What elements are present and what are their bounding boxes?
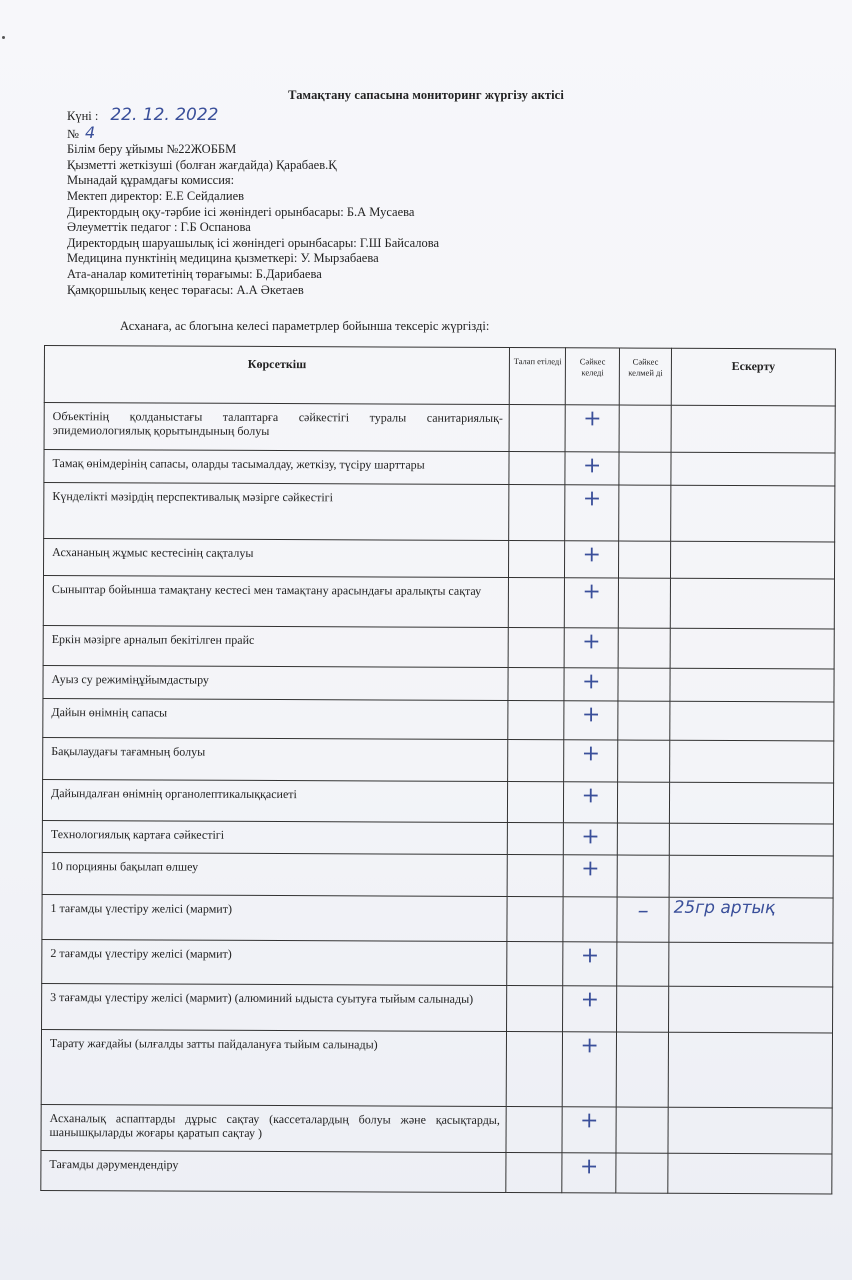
document-header bbox=[67, 105, 440, 298]
required-cell bbox=[508, 701, 564, 740]
indicator-cell: Тағамды дәрумендендіру bbox=[41, 1150, 506, 1192]
note-cell bbox=[670, 740, 834, 783]
compliant-cell: + bbox=[565, 405, 619, 452]
header-line: Қызметті жеткізуші (болған жағдайда) Қарабаев.Қ bbox=[67, 157, 337, 172]
indicator-cell: Бақылаудағы тағамның болуы bbox=[43, 737, 508, 781]
header-line: Ата-аналар комитетінің төрағымы: Б.Дарибаева bbox=[67, 266, 322, 281]
compliant-cell: + bbox=[564, 628, 618, 668]
table-row bbox=[42, 894, 833, 942]
compliant-cell: + bbox=[563, 942, 617, 986]
paper-dot bbox=[2, 36, 5, 39]
note-cell bbox=[671, 405, 835, 453]
note-cell bbox=[671, 541, 835, 579]
table-body bbox=[41, 403, 835, 1194]
date-line bbox=[67, 105, 439, 125]
table-row bbox=[43, 698, 834, 740]
note-cell bbox=[669, 986, 833, 1033]
noncompliant-cell bbox=[619, 452, 671, 485]
note-cell bbox=[669, 782, 833, 824]
table-row bbox=[43, 576, 834, 629]
header-compliant: Сәйкес келеді bbox=[565, 348, 619, 405]
compliant-cell: + bbox=[564, 740, 618, 782]
indicator-cell: Тамақ өнімдерінің сапасы, оларды тасымалдау, жеткізу, түсіру шарттары bbox=[44, 450, 509, 485]
noncompliant-cell bbox=[618, 782, 670, 823]
table-row bbox=[44, 483, 835, 542]
required-cell bbox=[508, 668, 564, 701]
indicator-cell: Ауыз су режиміңұйымдастыру bbox=[43, 665, 508, 700]
indicator-cell: 1 тағамды үлестіру желісі (мармит) bbox=[42, 894, 507, 941]
table-row bbox=[44, 403, 835, 453]
required-cell bbox=[508, 628, 564, 668]
required-cell bbox=[508, 823, 564, 855]
header-line: Медицина пунктінің медицина қызметкері: У. Мырзабаева bbox=[67, 251, 379, 266]
noncompliant-cell bbox=[619, 485, 671, 541]
compliant-cell: + bbox=[564, 782, 618, 823]
date-value: 22. 12. 2022 bbox=[110, 105, 219, 125]
header-line: Білім беру ұйымы №22ЖОББМ bbox=[67, 142, 237, 157]
compliant-cell: + bbox=[563, 986, 617, 1032]
required-cell bbox=[509, 541, 565, 578]
noncompliant-cell bbox=[618, 701, 670, 740]
table-row bbox=[42, 852, 833, 897]
intro-text: Асханаға, ас блогына келесі параметрлер бойынша тексеріс жүргізді: bbox=[120, 319, 490, 333]
table-row bbox=[43, 539, 834, 579]
required-cell bbox=[506, 1032, 562, 1107]
noncompliant-cell bbox=[618, 740, 670, 782]
compliant-cell: + bbox=[563, 855, 617, 897]
noncompliant-cell: – bbox=[617, 897, 669, 942]
note-cell bbox=[669, 942, 833, 987]
indicator-cell: Дайын өнімнің сапасы bbox=[43, 698, 508, 739]
noncompliant-cell bbox=[619, 541, 671, 578]
table-row bbox=[44, 450, 835, 486]
table-row bbox=[43, 665, 834, 701]
indicator-cell: Асхананың жұмыс кестесінің сақталуы bbox=[43, 539, 508, 578]
indicator-cell: 10 порцияны бақылап өлшеу bbox=[42, 852, 507, 896]
note-cell bbox=[671, 452, 835, 486]
header-line: Директордың оқу-тәрбие ісі жөніндегі орынбасары: Б.А Мусаева bbox=[67, 204, 415, 219]
required-cell bbox=[507, 855, 563, 897]
table-header-row bbox=[44, 346, 835, 406]
indicator-cell: 2 тағамды үлестіру желісі (мармит) bbox=[42, 939, 507, 985]
required-cell bbox=[507, 942, 563, 986]
header-line: Мынадай құрамдағы комиссия: bbox=[67, 173, 235, 188]
noncompliant-cell bbox=[617, 942, 669, 986]
indicator-cell: Объектінің қолданыстағы талаптарға сәйкестігі туралы санитариялық-эпидемиологиялық қорытындының болуы bbox=[44, 403, 509, 452]
indicator-cell: Күнделікті мәзірдің перспективалық мәзірге сәйкестігі bbox=[44, 483, 510, 541]
noncompliant-cell bbox=[618, 578, 670, 628]
note-cell bbox=[668, 1107, 832, 1154]
note-cell bbox=[670, 628, 834, 669]
compliant-cell: + bbox=[565, 452, 619, 485]
compliant-cell: + bbox=[564, 578, 618, 628]
note-cell bbox=[668, 1032, 832, 1108]
note-cell bbox=[670, 668, 834, 702]
required-cell bbox=[509, 485, 565, 541]
number-label: № bbox=[67, 126, 79, 141]
indicator-cell: Технологиялық картаға сәйкестігі bbox=[42, 820, 507, 854]
note-cell bbox=[670, 578, 834, 629]
table-row bbox=[42, 779, 833, 823]
table-row bbox=[43, 625, 834, 668]
date-label: Күні : bbox=[67, 109, 99, 123]
noncompliant-cell bbox=[616, 1032, 668, 1107]
table-row bbox=[41, 1104, 832, 1153]
compliant-cell bbox=[563, 897, 617, 942]
note-cell bbox=[668, 1153, 832, 1194]
table-row bbox=[42, 983, 833, 1032]
note-cell: 25гр артық bbox=[669, 897, 833, 943]
required-cell bbox=[506, 1107, 562, 1153]
indicator-cell: Асханалық аспаптарды дұрыс сақтау (кассеталардың болуы және қасықтарды, шанышқыларды жоғары қаратып сақтау ) bbox=[41, 1104, 506, 1152]
compliant-cell: + bbox=[563, 823, 617, 855]
checklist-table bbox=[40, 345, 836, 1194]
table-row bbox=[41, 1150, 832, 1193]
noncompliant-cell bbox=[619, 405, 671, 452]
indicator-cell: Дайындалған өнімнің органолептикалыққасиеті bbox=[42, 779, 507, 822]
indicator-cell: Еркін мәзірге арналып бекітілген прайс bbox=[43, 625, 508, 667]
noncompliant-cell bbox=[618, 668, 670, 701]
compliant-cell: + bbox=[562, 1032, 616, 1107]
table-row bbox=[42, 939, 833, 986]
compliant-cell: + bbox=[564, 701, 618, 740]
noncompliant-cell bbox=[616, 1107, 668, 1153]
compliant-cell: + bbox=[562, 1107, 616, 1153]
number-line bbox=[67, 122, 439, 143]
required-cell bbox=[508, 740, 564, 782]
compliant-cell: + bbox=[565, 485, 619, 541]
required-cell bbox=[507, 897, 563, 942]
document-title: Тамақтану сапасына мониторинг жүргізу актісі bbox=[288, 88, 564, 102]
indicator-cell: Сыныптар бойынша тамақтану кестесі мен тамақтану арасындағы аралықты сақтау bbox=[43, 576, 508, 628]
noncompliant-cell bbox=[616, 1153, 668, 1193]
note-cell bbox=[671, 485, 835, 542]
required-cell bbox=[507, 986, 563, 1032]
noncompliant-cell bbox=[617, 855, 669, 897]
header-indicator: Көрсеткіш bbox=[44, 346, 510, 405]
table-row bbox=[43, 737, 834, 782]
note-cell bbox=[670, 701, 834, 741]
header-line: Мектеп директор: Е.Е Сейдалиев bbox=[67, 188, 245, 203]
required-cell bbox=[506, 1153, 562, 1193]
table-row bbox=[41, 1029, 832, 1107]
required-cell bbox=[509, 452, 565, 485]
noncompliant-cell bbox=[618, 628, 670, 668]
required-cell bbox=[509, 578, 565, 628]
indicator-cell: Тарату жағдайы (ылғалды затты пайдалануға тыйым салынады) bbox=[41, 1029, 507, 1106]
header-line: Қамқоршылық кеңес төрағасы: А.А Әкетаев bbox=[67, 282, 304, 297]
header-line: Әлеуметтік педагог : Г.Б Оспанова bbox=[67, 220, 251, 235]
required-cell bbox=[509, 405, 565, 452]
compliant-cell: + bbox=[564, 668, 618, 701]
header-required: Талап етіледі bbox=[510, 348, 566, 405]
note-cell bbox=[669, 855, 833, 898]
header-note: Ескерту bbox=[671, 348, 835, 406]
indicator-cell: 3 тағамды үлестіру желісі (мармит) (алюминий ыдыста суытуға тыйым салынады) bbox=[42, 983, 507, 1031]
noncompliant-cell bbox=[617, 823, 669, 855]
note-cell bbox=[669, 823, 833, 856]
noncompliant-cell bbox=[617, 986, 669, 1032]
number-value: 4 bbox=[84, 122, 96, 142]
compliant-cell: + bbox=[565, 541, 619, 578]
compliant-cell: + bbox=[562, 1153, 616, 1193]
header-noncompliant: Сәйкес келмей ді bbox=[619, 348, 671, 405]
required-cell bbox=[508, 782, 564, 823]
table-row bbox=[42, 820, 833, 855]
header-line: Директордың шаруашылық ісі жөніндегі орынбасары: Г.Ш Байсалова bbox=[67, 235, 440, 250]
